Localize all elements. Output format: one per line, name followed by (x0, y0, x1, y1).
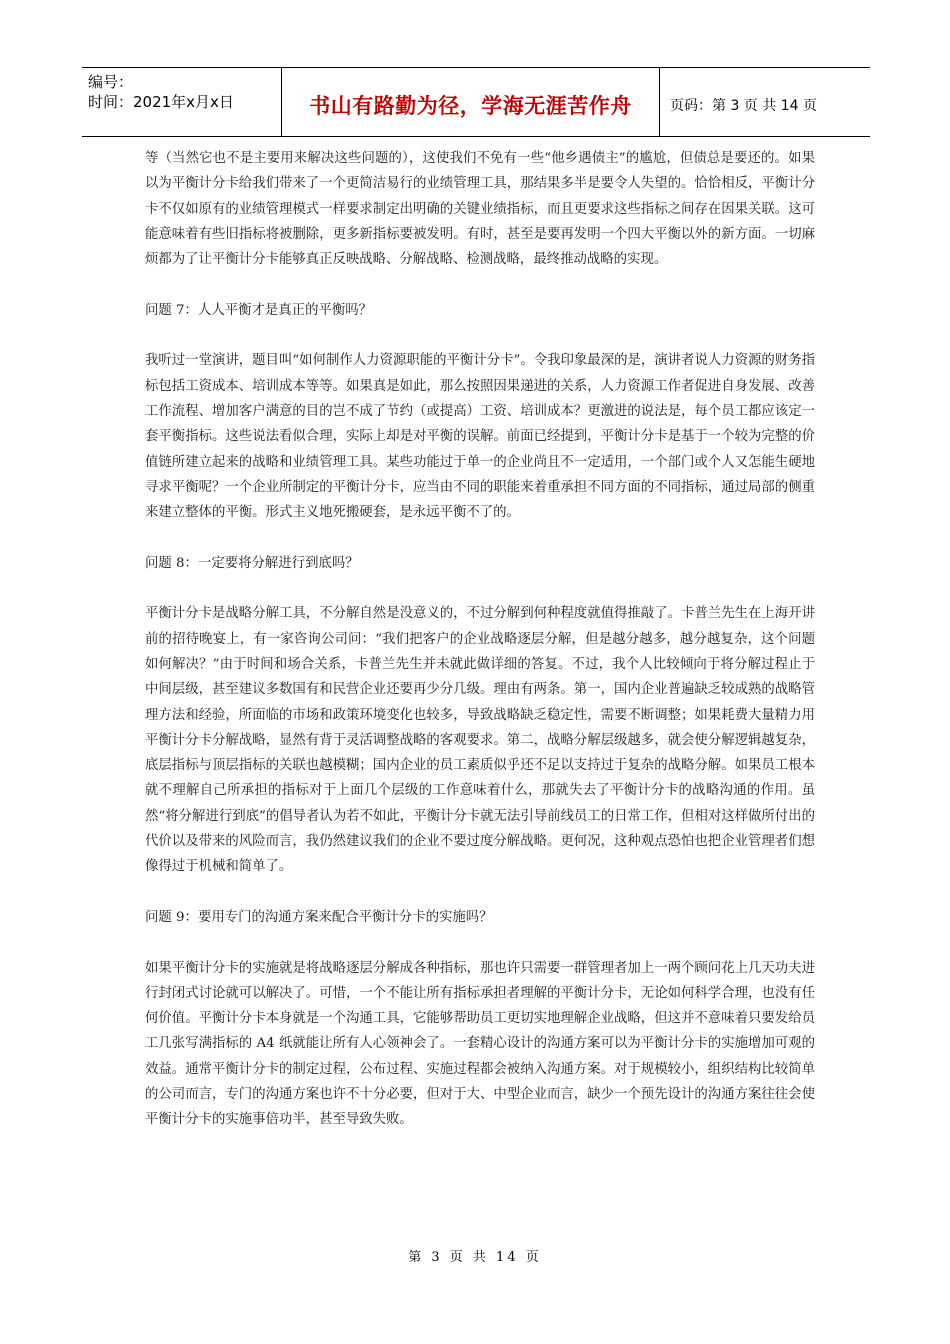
header-page-cell (660, 68, 870, 136)
document-time-label: 时间：2021年x月x日 (88, 93, 234, 111)
question-8-paragraph: 平衡计分卡是战略分解工具，不分解自然是没意义的，不过分解到何种程度就值得推敲了。卡普兰先生在上海开讲前的招待晚宴上，有一家咨询公司问：“我们把客户的企业战略逐层分解，但是越分越多，越分越复杂，这个问题如何解决？”由于时间和场合关系，卡普兰先生并未就此做详细的答复。不过，我个人比较倾向于将分解过程止于中间层级，甚至建议多数国有和民营企业还要再少分几级。理由有两条。第一，国内企业普遍缺乏较成熟的战略管理方法和经验，所面临的市场和政策环境变化也较多，导致战略缺乏稳定性，需要不断调整；如果耗费大量精力用平衡计分卡分解战略，显然有背于灵活调整战略的客观要求。第二，战略分解层级越多，就会使分解逻辑越复杂，底层指标与顶层指标的关联也越模糊；国内企业的员工素质似乎还不足以支持过于复杂的战略分解。如果员工根本就不理解自己所承担的指标对于上面几个层级的工作意味着什么，那就失去了平衡计分卡的战略沟通的作用。虽然“将分解进行到底”的倡导者认为若不如此，平衡计分卡就无法引导前线员工的日常工作，但相对这样做所付出的代价以及带来的风险而言，我仍然建议我们的企业不要过度分解战略。更何况，这种观点恐怕也把企业管理者们想像得过于机械和简单了。 (145, 606, 815, 875)
header-motto: 书山有路勤为径，学海无涯苦作舟 (309, 94, 632, 118)
paragraph-continued: 等（当然它也不是主要用来解决这些问题的），这使我们不免有一些“他乡遇债主”的尴尬，但债总是要还的。如果以为平衡计分卡给我们带来了一个更简洁易行的业绩管理工具，那结果多半是要令人失望的。恰恰相反，平衡计分卡不仅如原有的业绩管理模式一样要求制定出明确的关键业绩指标，而且更要求这些指标之间存在因果关联。这可能意味着有些旧指标将被删除，更多新指标要被发明。有时，甚至是要再发明一个四大平衡以外的新方面。一切麻烦都为了让平衡计分卡能够真正反映战略、分解战略、检测战略，最终推动战略的实现。 (145, 151, 815, 268)
question-9-heading: 问题 9：要用专门的沟通方案来配合平衡计分卡的实施吗？ (145, 909, 493, 925)
question-8-heading: 问题 8：一定要将分解进行到底吗？ (145, 555, 359, 571)
question-7-heading: 问题 7：人人平衡才是真正的平衡吗？ (145, 302, 373, 318)
document-header (82, 67, 870, 137)
document-body (145, 146, 815, 1133)
header-page-code: 页码：第 3 页 共 14 页 (670, 98, 817, 114)
document-number-label: 编号： (88, 73, 134, 91)
question-9-paragraph: 如果平衡计分卡的实施就是将战略逐层分解成各种指标，那也许只需要一群管理者加上一两个顾问花上几天功夫进行封闭式讨论就可以解决了。可惜，一个不能让所有指标承担者理解的平衡计分卡，无论如何科学合理，也没有任何价值。平衡计分卡本身就是一个沟通工具，它能够帮助员工更切实地理解企业战略，但这并不意味着只要发给员工几张写满指标的 A4 纸就能让所有人心领神会了。一套精心设计的沟通方案可以为平衡计分卡的实施增加可观的效益。通常平衡计分卡的制定过程，公布过程、实施过程都会被纳入沟通方案。对于规模较小，组织结构比较简单的公司而言，专门的沟通方案也许不十分必要，但对于大、中型企业而言，缺少一个预先设计的沟通方案往往会使平衡计分卡的实施事倍功半，甚至导致失败。 (145, 960, 815, 1128)
header-meta-cell (82, 68, 282, 136)
header-motto-cell (282, 68, 660, 136)
page-footer: 第 3 页 共 14 页 (408, 1250, 542, 1265)
question-7-paragraph: 我听过一堂演讲，题目叫“如何制作人力资源职能的平衡计分卡”。令我印象最深的是，演讲者说人力资源的财务指标包括工资成本、培训成本等等。如果真是如此，那么按照因果递进的关系，人力资源工作者促进自身发展、改善工作流程、增加客户满意的目的岂不成了节约（或提高）工资、培训成本？更激进的说法是，每个员工都应该定一套平衡指标。这些说法看似合理，实际上却是对平衡的误解。前面已经提到，平衡计分卡是基于一个较为完整的价值链所建立起来的战略和业绩管理工具。某些功能过于单一的企业尚且不一定适用，一个部门或个人又怎能生硬地寻求平衡呢？一个企业所制定的平衡计分卡，应当由不同的职能来着重承担不同方面的不同指标，通过局部的侧重来建立整体的平衡。形式主义地死搬硬套，是永远平衡不了的。 (145, 353, 815, 521)
